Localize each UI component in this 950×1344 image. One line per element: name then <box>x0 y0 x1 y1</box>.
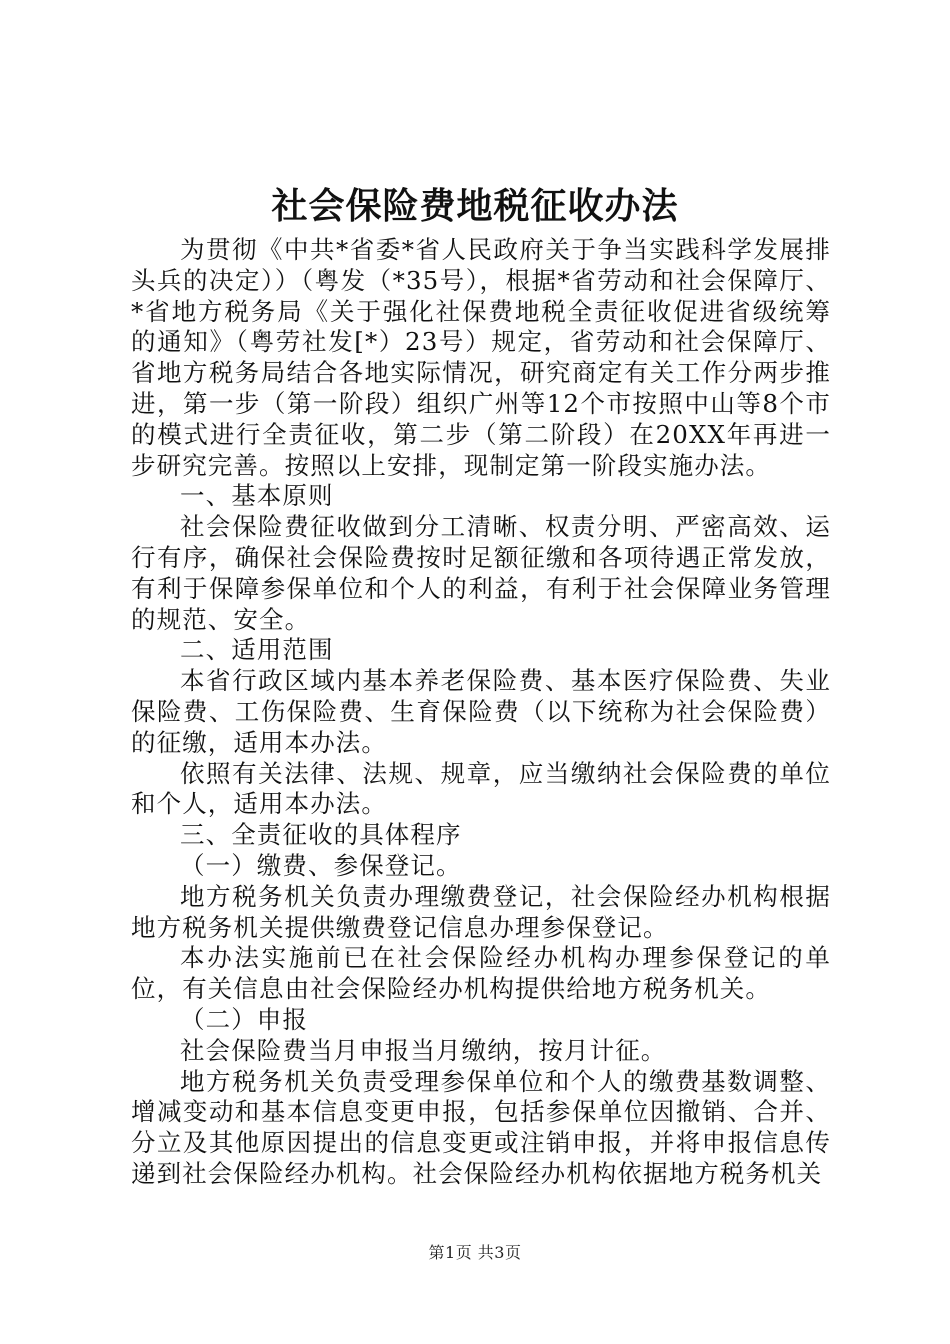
paragraph-scope-2: 依照有关法律、法规、规章，应当缴纳社会保险费的单位和个人，适用本办法。 <box>131 758 831 819</box>
document-title: 社会保险费地税征收办法 <box>271 186 679 227</box>
subsection-heading-declaration: （二）申报 <box>180 1004 308 1034</box>
section-heading-basic-principles: 一、基本原则 <box>180 481 334 511</box>
paragraph-registration-1: 地方税务机关负责办理缴费登记，社会保险经办机构根据地方税务机关提供缴费登记信息办理参保登记。 <box>131 881 831 942</box>
paragraph-registration-2: 本办法实施前已在社会保险经办机构办理参保登记的单位，有关信息由社会保险经办机构提供给地方税务机关。 <box>131 943 831 1004</box>
paragraph-declaration-1: 社会保险费当月申报当月缴纳，按月计征。 <box>180 1035 667 1065</box>
section-heading-scope: 二、适用范围 <box>180 635 334 665</box>
subsection-heading-registration: （一）缴费、参保登记。 <box>180 850 462 880</box>
paragraph-intro: 为贯彻《中共*省委*省人民政府关于争当实践科学发展排头兵的决定））（粤发（*35号），根据*省劳动和社会保障厅、*省地方税务局《关于强化社保费地税全责征收促进省级统筹的通知》（粤劳社发[*）23号）规定，省劳动和社会保障厅、省地方税务局结合各地实际情况，研究商定有关工作分两步推进，第一步（第一阶段）组织广州等12个市按照中山等8个市的模式进行全责征收，第二步（第二阶段）在20XX年再进一步研究完善。按照以上安排，现制定第一阶段实施办法。 <box>131 235 831 480</box>
document-body <box>131 235 831 1190</box>
paragraph-declaration-2: 地方税务机关负责受理参保单位和个人的缴费基数调整、增减变动和基本信息变更申报，包括参保单位因撤销、合并、分立及其他原因提出的信息变更或注销申报，并将申报信息传递到社会保险经办机构。社会保险经办机构依据地方税务机关 <box>131 1066 831 1188</box>
page-number-footer: 第1页 共3页 <box>428 1243 522 1262</box>
paragraph-basic-principles: 社会保险费征收做到分工清晰、权责分明、严密高效、运行有序，确保社会保险费按时足额征缴和各项待遇正常发放，有利于保障参保单位和个人的利益，有利于社会保障业务管理的规范、安全。 <box>131 512 831 634</box>
paragraph-scope-1: 本省行政区域内基本养老保险费、基本医疗保险费、失业保险费、工伤保险费、生育保险费（以下统称为社会保险费）的征缴，适用本办法。 <box>131 666 831 757</box>
section-heading-procedure: 三、全责征收的具体程序 <box>180 820 462 850</box>
